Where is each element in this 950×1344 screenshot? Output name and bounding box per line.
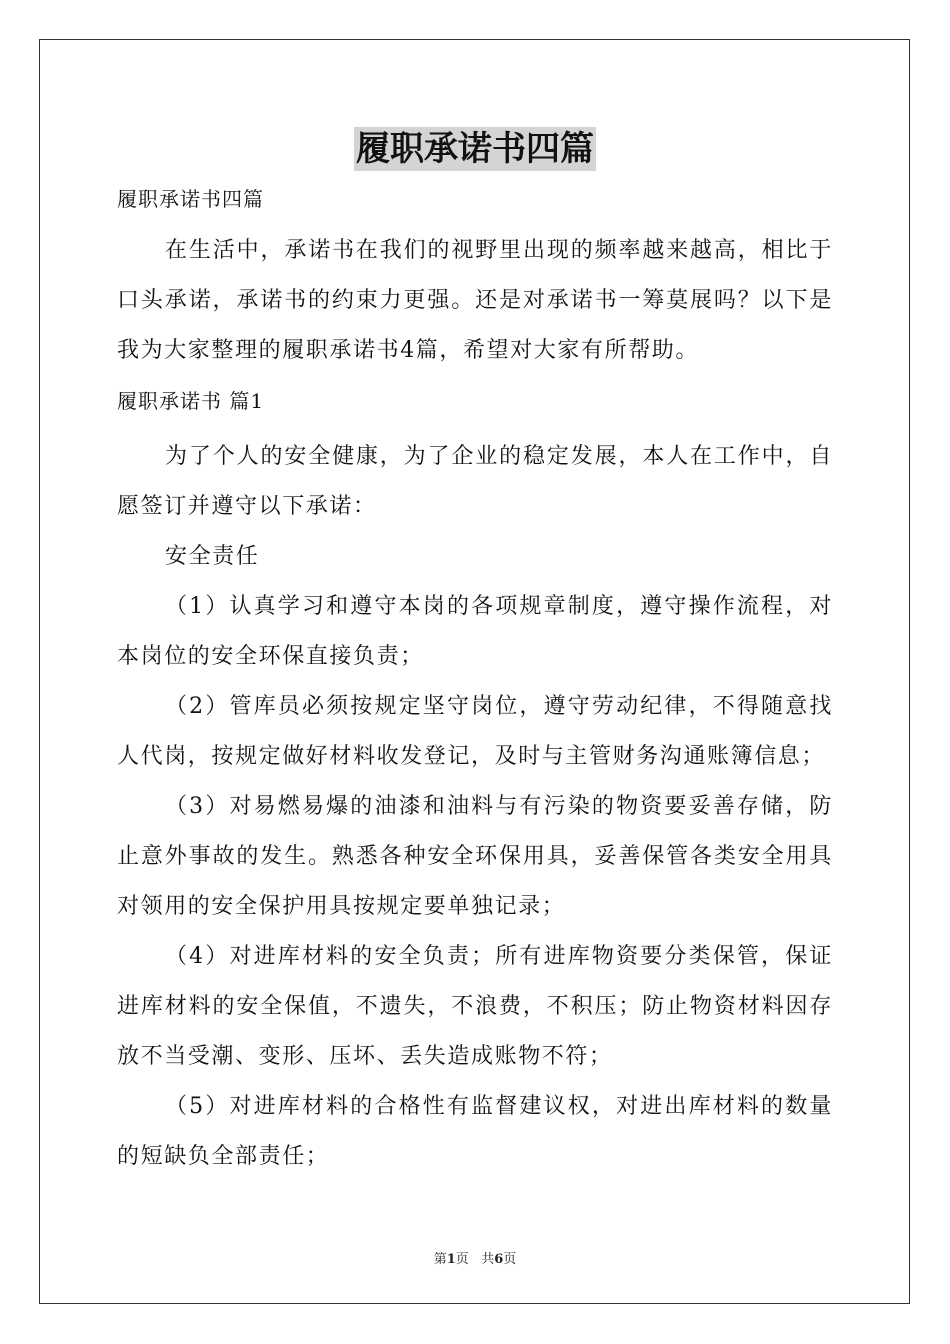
document-body [117, 180, 833, 1182]
page-footer [0, 1248, 950, 1267]
total-suffix: 页 [503, 1252, 517, 1267]
body-paragraph: （1）认真学习和遵守本岗的各项规章制度，遵守操作流程，对本岗位的安全环保直接负责； [117, 594, 833, 669]
intro-paragraph: 在生活中，承诺书在我们的视野里出现的频率越来越高，相比于口头承诺，承诺书的约束力更强。还是对承诺书一筹莫展吗？以下是我为大家整理的履职承诺书4篇，希望对大家有所帮助。 [117, 238, 833, 363]
total-pages: 6 [494, 1252, 504, 1267]
page-number: 1 [446, 1252, 456, 1267]
title-container [0, 127, 950, 171]
section-heading: 履职承诺书 篇1 [117, 389, 265, 413]
body-paragraph: （5）对进库材料的合格性有监督建议权，对进出库材料的数量的短缺负全部责任； [117, 1094, 833, 1169]
total-prefix: 共 [481, 1252, 495, 1267]
body-paragraph: 安全责任 [165, 544, 260, 569]
body-paragraph: （4）对进库材料的安全负责；所有进库物资要分类保管，保证进库材料的安全保值，不遗失，不浪费，不积压；防止物资材料因存放不当受潮、变形、压坏、丢失造成账物不符； [117, 944, 833, 1069]
document-subtitle: 履职承诺书四篇 [117, 187, 264, 211]
body-paragraph: （3）对易燃易爆的油漆和油料与有污染的物资要妥善存储，防止意外事故的发生。熟悉各种安全环保用具，妥善保管各类安全用具对领用的安全保护用具按规定要单独记录； [117, 794, 833, 919]
body-paragraph: （2）管库员必须按规定坚守岗位，遵守劳动纪律，不得随意找人代岗，按规定做好材料收发登记，及时与主管财务沟通账簿信息； [117, 694, 833, 769]
body-paragraph: 为了个人的安全健康，为了企业的稳定发展，本人在工作中，自愿签订并遵守以下承诺： [117, 444, 833, 519]
page-prefix: 第 [433, 1252, 447, 1267]
page-suffix: 页 [455, 1252, 469, 1267]
document-title: 履职承诺书四篇 [356, 129, 594, 169]
